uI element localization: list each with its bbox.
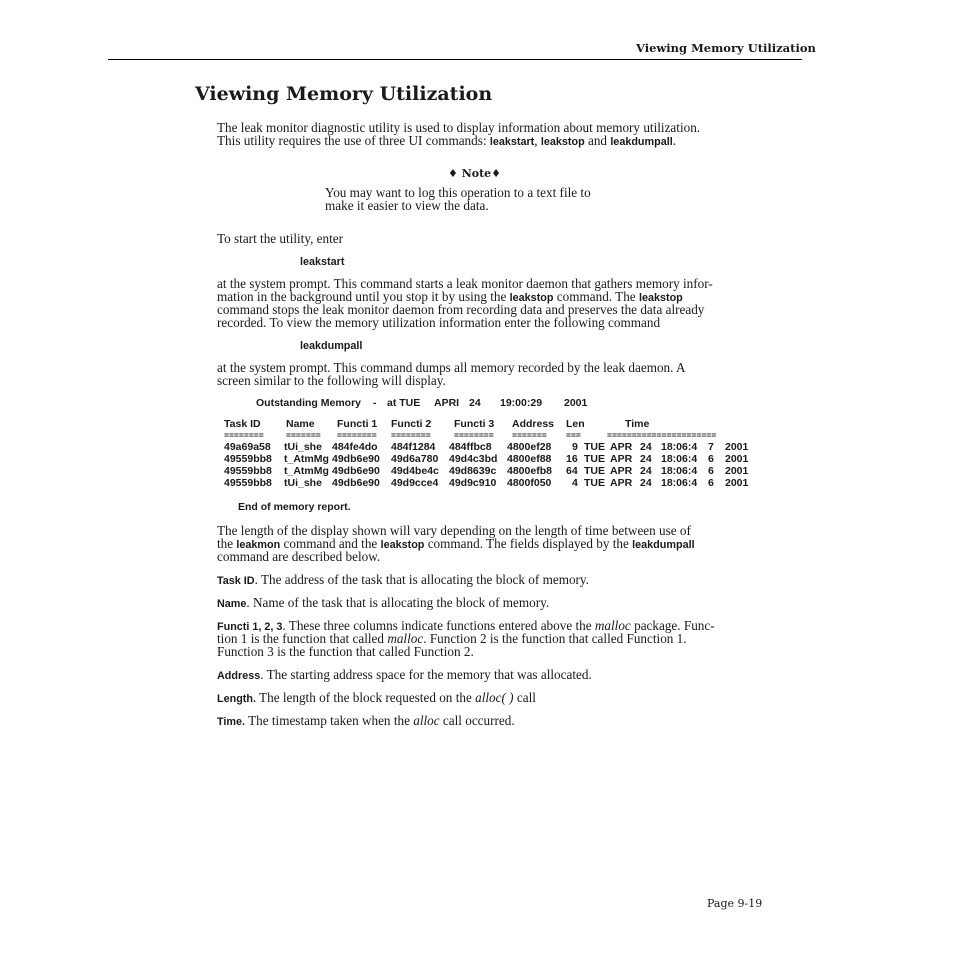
page-title: Viewing Memory Utilization (195, 83, 493, 105)
separator-functi-1: ======== (337, 430, 377, 440)
para3-line-2: screen similar to the following will display. (217, 373, 446, 388)
field-functi-line-3: Function 3 is the function that called Function 2. (217, 644, 474, 659)
table-row: 49559bb8 t_AtmMg 49db6e90 49d4be4c 49d8639c 4800efb8 64 TUE APR 24 18:06:4 6 2001 (224, 465, 749, 477)
separator-len: === (566, 430, 581, 440)
command-leakstop: leakstop (509, 292, 554, 304)
para2-line-1: at the system prompt. This command starts a leak monitor daemon that gathers memory infor- (217, 276, 713, 291)
field-functi-line-2: tion 1 is the function that called malloc. Function 2 is the function that called Function 1. (217, 631, 687, 646)
para3-line-1: at the system prompt. This command dumps all memory recorded by the leak daemon. A (217, 360, 686, 375)
command-leakstop: leakstop (638, 292, 683, 304)
command-leakstop: leakstop (540, 136, 585, 148)
report-heading-month: APRI (434, 397, 460, 409)
separator-time: ====================== (607, 430, 717, 440)
field-term: Functi 1, 2, 3 (217, 621, 283, 633)
field-term: Time. (217, 716, 246, 728)
intro-line-1: The leak monitor diagnostic utility is used to display information about memory utilization. (217, 120, 701, 135)
separator-address: ======= (512, 430, 547, 440)
table-row: 49a69a58 tUi_she 484fe4do 484f1284 484ffbc8 4800ef28 9 TUE APR 24 18:06:4 7 2001 (224, 441, 749, 453)
page-number: Page 9-19 (707, 897, 763, 910)
command-leakstart: leakstart (489, 136, 535, 148)
command-leakmon: leakmon (236, 539, 281, 551)
report-heading-day: 24 (469, 397, 481, 409)
report-footer: End of memory report. (238, 501, 351, 513)
field-name: Name. Name of the task that is allocating the block of memory. (217, 595, 550, 610)
field-address: Address. The starting address space for the memory that was allocated. (217, 667, 592, 682)
report-heading-year: 2001 (564, 397, 588, 409)
running-header: Viewing Memory Utilization (636, 41, 816, 55)
command-leakstop: leakstop (380, 539, 425, 551)
column-header-functi-1: Functi 1 (337, 418, 378, 430)
para4-line-2: the leakmon command and the leakstop command. The fields displayed by the leakdumpall (217, 536, 695, 551)
field-functi-line-1: Functi 1, 2, 3. These three columns indicate functions entered above the malloc package. Func- (217, 618, 715, 633)
column-header-functi-3: Functi 3 (454, 418, 495, 430)
command-leakdumpall: leakdumpall (632, 539, 695, 551)
column-header-task-id: Task ID (224, 418, 261, 430)
note-line-2: make it easier to view the data. (325, 198, 489, 213)
para2-line-3: command stops the leak monitor daemon from recording data and preserves the data already (217, 302, 705, 317)
field-task-id: Task ID. The address of the task that is allocating the block of memory. (217, 572, 589, 587)
header-rule (108, 59, 802, 60)
command-leakdumpall-example: leakdumpall (300, 340, 363, 352)
report-heading-label: Outstanding Memory (256, 397, 362, 409)
para4-line-1: The length of the display shown will vary depending on the length of time between use of (217, 523, 691, 538)
field-time: Time. The timestamp taken when the alloc call occurred. (217, 713, 515, 728)
separator-functi-2: ======== (391, 430, 431, 440)
table-row: 49559bb8 t_AtmMg 49db6e90 49d6a780 49d4c3bd 4800ef88 16 TUE APR 24 18:06:4 6 2001 (224, 453, 749, 465)
field-term: Length. (217, 693, 256, 705)
column-header-address: Address (512, 418, 555, 430)
column-header-name: Name (286, 418, 315, 430)
report-heading-dash: - (373, 397, 377, 409)
note-heading: ♦ Note♦ (448, 167, 502, 180)
note-line-1: You may want to log this operation to a text file to (325, 185, 591, 200)
column-header-time: Time (625, 418, 650, 430)
separator-name: ======= (286, 430, 321, 440)
separator-functi-3: ======== (454, 430, 494, 440)
column-header-len: Len (566, 418, 585, 430)
start-text: To start the utility, enter (217, 231, 344, 246)
column-header-functi-2: Functi 2 (391, 418, 432, 430)
table-row: 49559bb8 tUi_she 49db6e90 49d9cce4 49d9c910 4800f050 4 TUE APR 24 18:06:4 6 2001 (224, 477, 749, 489)
report-heading-at: at TUE (387, 397, 421, 409)
field-term: Task ID (217, 575, 255, 587)
para4-line-3: command are described below. (217, 549, 381, 564)
field-length: Length. The length of the block requested on the alloc( ) call (217, 690, 536, 705)
intro-line-2: This utility requires the use of three UI commands: leakstart, leakstop and leakdumpall. (217, 133, 677, 148)
field-term: Name (217, 598, 247, 610)
command-leakdumpall: leakdumpall (610, 136, 673, 148)
para2-line-4: recorded. To view the memory utilization information enter the following command (217, 315, 661, 330)
report-heading-time: 19:00:29 (500, 397, 543, 409)
field-term: Address (217, 670, 261, 682)
separator-task-id: ======== (224, 430, 264, 440)
para2-line-2: mation in the background until you stop it by using the leakstop command. The leakstop (217, 289, 683, 304)
command-leakstart-example: leakstart (300, 256, 345, 268)
